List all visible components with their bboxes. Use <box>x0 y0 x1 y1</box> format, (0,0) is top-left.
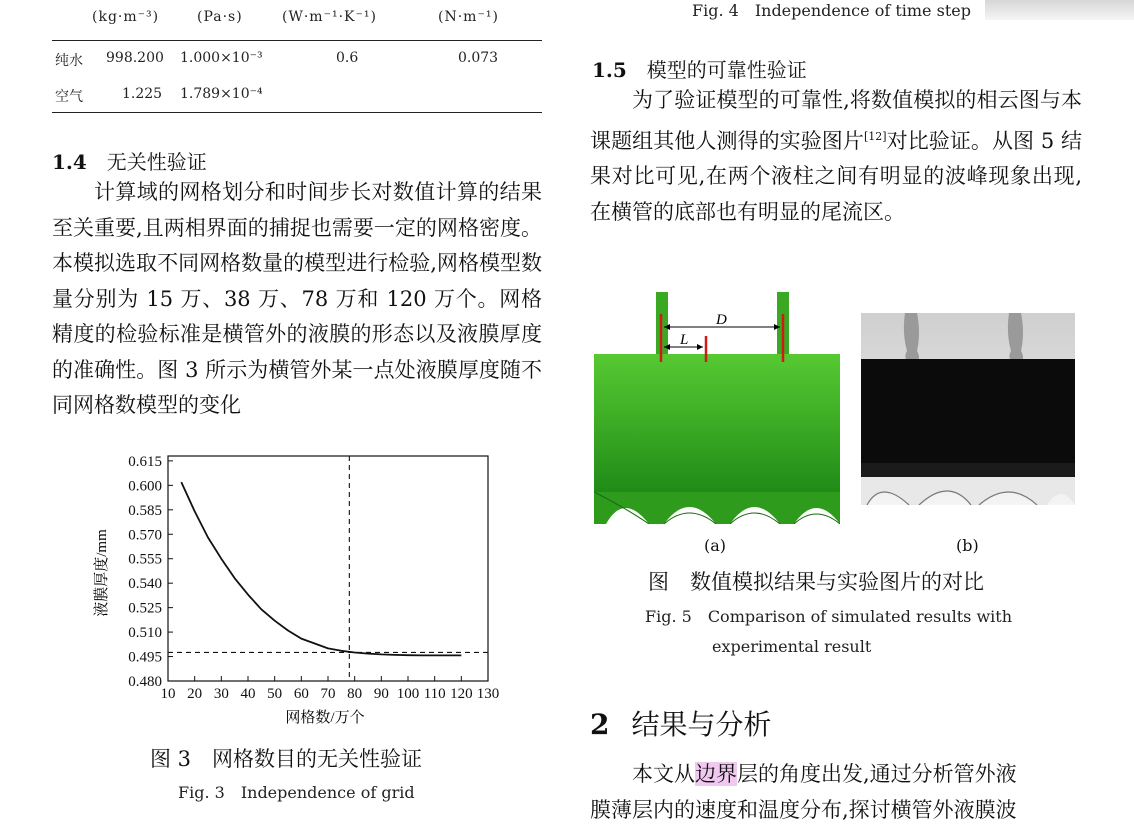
section-title: 结果与分析 <box>631 708 771 741</box>
table-header-rule <box>52 40 542 41</box>
table-cell-density: 1.225 <box>122 86 162 102</box>
y-axis-label: 液膜厚度/mm <box>92 529 110 617</box>
viewer-toolbar-edge <box>985 0 1134 20</box>
chart-guides <box>168 456 488 681</box>
x-tick-label: 120 <box>450 686 473 702</box>
fig3-caption-en: Fig. 3 Independence of grid <box>178 780 415 803</box>
section-heading-2 <box>590 703 772 743</box>
table-cell-viscosity: 1.000×10⁻³ <box>180 50 263 66</box>
body-paragraph-1-5 <box>590 83 1082 230</box>
x-tick-label: 10 <box>161 686 176 702</box>
paragraph-text: 本文从 <box>632 762 695 786</box>
y-tick-label: 0.585 <box>128 503 162 519</box>
dimension-label-d: D <box>715 312 727 328</box>
x-tick-label: 40 <box>241 686 256 702</box>
chart-ticks <box>128 454 499 702</box>
x-tick-label: 130 <box>477 686 500 702</box>
table-cell-density: 998.200 <box>106 50 164 66</box>
table-cell-viscosity: 1.789×10⁻⁴ <box>180 86 263 102</box>
y-tick-label: 0.570 <box>128 527 162 543</box>
section-title: 无关性验证 <box>107 150 207 174</box>
y-tick-label: 0.525 <box>128 601 162 617</box>
fig5-sublabel-b: (b) <box>956 536 979 555</box>
y-tick-label: 0.615 <box>128 454 162 470</box>
y-tick-label: 0.555 <box>128 552 162 568</box>
series-line <box>181 482 461 655</box>
paragraph-text: 层的角度出发,通过分析管外液 <box>737 762 1017 786</box>
fig5-sublabel-a: (a) <box>704 536 726 555</box>
x-tick-label: 30 <box>214 686 229 702</box>
section-title: 模型的可靠性验证 <box>647 58 807 82</box>
fig3-line-chart <box>88 448 508 738</box>
fig5-caption-en-line2: experimental result <box>712 637 871 656</box>
paragraph-text: 膜薄层内的速度和温度分布,探讨横管外液膜波 <box>590 793 1082 828</box>
highlighted-text[interactable]: 边界 <box>695 762 737 786</box>
chart-series <box>181 482 461 655</box>
dimension-label-l: L <box>679 332 688 348</box>
paragraph-text: 对比验证。从图 5 结果对比可见,在两个液柱之间有明显的波峰现象出现,在横管的底部也有明显的尾流区。 <box>590 129 1082 224</box>
table-bottom-rule <box>52 112 542 113</box>
x-tick-label: 100 <box>397 686 420 702</box>
table-cell-name: 空气 <box>55 86 83 106</box>
body-paragraph-2 <box>590 757 1082 828</box>
x-tick-label: 50 <box>267 686 282 702</box>
table-cell-name: 纯水 <box>55 50 83 70</box>
x-tick-label: 70 <box>321 686 336 702</box>
fig5a-simulation-image <box>594 292 840 524</box>
y-tick-label: 0.540 <box>128 576 162 592</box>
y-tick-label: 0.510 <box>128 625 162 641</box>
paragraph-text: 为了验证模型的可靠性,将数值模拟的相云图与本课题组其他人测得的实验图片 <box>590 88 1082 153</box>
x-tick-label: 90 <box>374 686 389 702</box>
section-heading-1-5 <box>592 54 807 83</box>
x-tick-label: 110 <box>424 686 446 702</box>
fig5-caption-en-line1: Fig. 5 Comparison of simulated results with <box>645 604 1012 627</box>
fig5b-experimental-image <box>861 313 1075 505</box>
plot-frame <box>168 456 488 681</box>
fig4-caption-en: Fig. 4 Independence of time step <box>692 0 971 21</box>
table-cell-tension: 0.073 <box>458 50 498 66</box>
y-tick-label: 0.495 <box>128 650 162 666</box>
fig3-caption-cn: 图 3 网格数目的无关性验证 <box>150 743 422 773</box>
y-tick-label: 0.480 <box>128 674 162 690</box>
table-unit-conductivity: (W·m⁻¹·K⁻¹) <box>282 9 377 25</box>
section-number: 2 <box>590 708 609 741</box>
table-unit-density: (kg·m⁻³) <box>92 9 159 25</box>
fig5-caption-cn: 图 数值模拟结果与实验图片的对比 <box>648 566 984 596</box>
x-tick-label: 60 <box>294 686 309 702</box>
reference-citation[interactable]: [12] <box>864 130 887 143</box>
paragraph-text: 计算域的网格划分和时间步长对数值计算的结果至关重要,且两相界面的捕捉也需要一定的网格密度。本模拟选取不同网格数量的模型进行检验,网格模型数量分别为 15 万、38 万、78 万和 120 万个。网格精度的检验标准是横管外的液膜的形态以及液膜厚度的准确性。图 3 所示为横管外某一点处液膜厚度随不同网格数模型的变化 <box>52 175 542 424</box>
x-axis-label: 网格数/万个 <box>285 708 364 726</box>
section-heading-1-4 <box>52 146 207 175</box>
body-paragraph-1-4 <box>52 175 542 425</box>
chart-axes <box>168 456 488 681</box>
table-cell-conductivity: 0.6 <box>336 50 358 66</box>
section-number: 1.5 <box>592 58 627 82</box>
x-tick-label: 20 <box>187 686 202 702</box>
section-number: 1.4 <box>52 150 87 174</box>
table-unit-tension: (N·m⁻¹) <box>438 9 499 25</box>
y-tick-label: 0.600 <box>128 478 162 494</box>
table-unit-viscosity: (Pa·s) <box>197 9 243 25</box>
x-tick-label: 80 <box>347 686 362 702</box>
